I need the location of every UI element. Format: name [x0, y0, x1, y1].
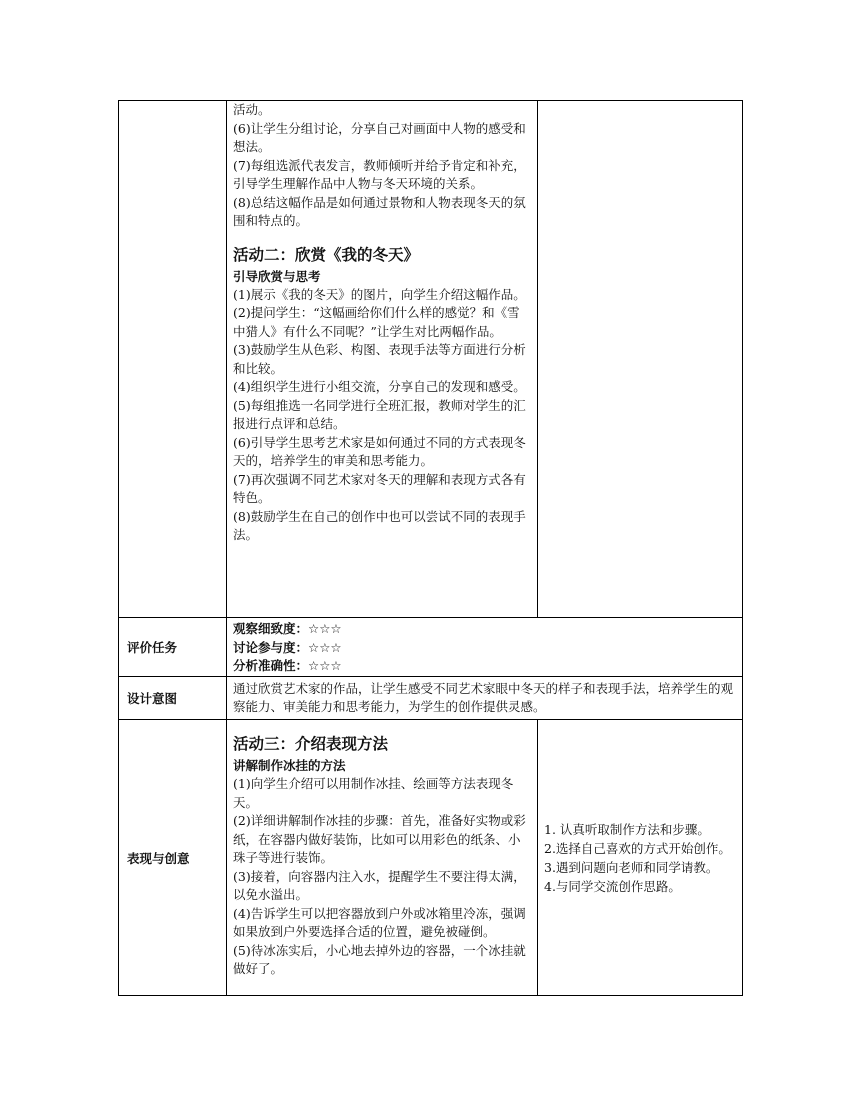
student-steps-cell	[538, 720, 743, 996]
step-item: (3)鼓励学生从色彩、构图、表现手法等方面进行分析和比较。	[233, 342, 526, 376]
lesson-plan-page	[118, 100, 742, 996]
evaluation-item	[233, 657, 736, 676]
student-step: 3.遇到问题向老师和同学请教。	[544, 859, 719, 875]
text-line: 活动。	[233, 102, 271, 117]
evaluation-label: 评价任务	[119, 618, 227, 677]
text-line: (7)每组选派代表发言，教师倾听并给予肯定和补充，引导学生理解作品中人物与冬天环境的关系。	[233, 157, 526, 191]
activity-three-title: 活动三：介绍表现方法	[233, 735, 389, 753]
text-line: (6)让学生分组讨论，分享自己对画面中人物的感受和想法。	[233, 120, 526, 154]
step-item: (1)向学生介绍可以用制作冰挂、绘画等方法表现冬天。	[233, 776, 514, 810]
activity-three-subtitle: 讲解制作冰挂的方法	[233, 758, 346, 773]
teacher-method-cell	[227, 720, 538, 996]
student-activity-cell	[538, 101, 743, 618]
activity-two-title: 活动二：欣赏《我的冬天》	[233, 245, 420, 264]
evaluation-item	[233, 639, 736, 658]
star-rating: ☆☆☆	[308, 658, 342, 673]
step-item: (6)引导学生思考艺术家是如何通过不同的方式表现冬天的，培养学生的审美和思考能力。	[233, 434, 526, 468]
activity-two-subtitle: 引导欣赏与思考	[233, 268, 321, 284]
teacher-activity-cell	[227, 101, 538, 618]
evaluation-row	[119, 618, 743, 677]
star-rating: ☆☆☆	[308, 621, 342, 636]
text-line: (8)总结这幅作品是如何通过景物和人物表现冬天的氛围和特点的。	[233, 194, 526, 228]
step-item: (4)告诉学生可以把容器放到户外或冰箱里冷冻，强调如果放到户外要选择合适的位置，避免被碰倒。	[233, 905, 526, 939]
step-item: (5)待冰冻实后，小心地去掉外边的容器，一个冰挂就做好了。	[233, 942, 526, 976]
empty-label-cell	[119, 101, 227, 618]
step-item: (4)组织学生进行小组交流，分享自己的发现和感受。	[233, 379, 526, 394]
evaluation-item	[233, 620, 736, 639]
step-item: (7)再次强调不同艺术家对冬天的理解和表现方式各有特色。	[233, 471, 526, 505]
step-item: (2)详细讲解制作冰挂的步骤：首先，准备好实物或彩纸，在容器内做好装饰，比如可以用彩色的纸条、小珠子等进行装饰。	[233, 813, 526, 865]
evaluation-item-name: 观察细致度：	[233, 621, 309, 636]
expression-row	[119, 720, 743, 996]
evaluation-item-name: 讨论参与度：	[233, 639, 309, 655]
design-intent-text: 通过欣赏艺术家的作品，让学生感受不同艺术家眼中冬天的样子和表现手法，培养学生的观察能力、审美能力和思考能力，为学生的创作提供灵感。	[227, 677, 743, 720]
student-step: 4.与同学交流创作思路。	[544, 878, 681, 894]
star-rating: ☆☆☆	[308, 639, 342, 655]
design-intent-label: 设计意图	[119, 677, 227, 720]
step-item: (5)每组推选一名同学进行全班汇报，教师对学生的汇报进行点评和总结。	[233, 397, 526, 431]
evaluation-item-name: 分析准确性：	[233, 658, 309, 673]
activity-row	[119, 101, 743, 618]
evaluation-content	[227, 618, 743, 677]
step-item: (2)提问学生：“这幅画给你们什么样的感觉？和《雪中猎人》有什么不同呢？”让学生对比两幅作品。	[233, 305, 520, 339]
design-intent-row	[119, 677, 743, 720]
expression-label: 表现与创意	[119, 720, 227, 996]
student-step: 2.选择自己喜欢的方式开始创作。	[544, 840, 731, 856]
step-item: (8)鼓励学生在自己的创作中也可以尝试不同的表现手法。	[233, 508, 526, 542]
lesson-plan-table	[118, 100, 743, 996]
step-item: (3)接着，向容器内注入水，提醒学生不要注得太满，以免水溢出。	[233, 868, 526, 902]
student-step: 1. 认真听取制作方法和步骤。	[544, 821, 710, 837]
step-item: (1)展示《我的冬天》的图片，向学生介绍这幅作品。	[233, 286, 526, 302]
